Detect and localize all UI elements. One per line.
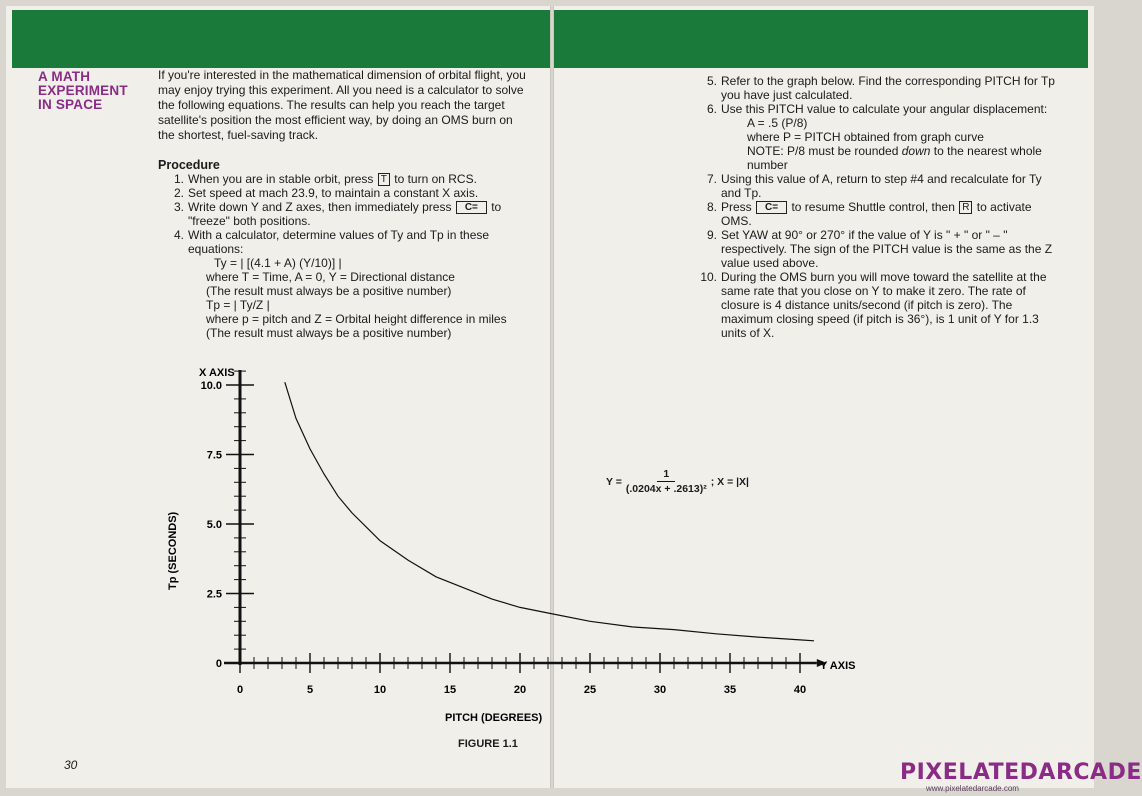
y-tick-label: 0 [215,658,222,670]
step-9: 9. Set YAW at 90° or 270° if the value of Y is " + " or " – " respectively. The sign of the PITCH value is the same as the Z value used above. [706,228,1053,270]
equation-angular: A = .5 (P/8) [747,116,808,130]
intro-paragraph: If you're interested in the mathematical dimension of orbital flight, you may enjoy trying this experiment. All you need is a calculator to solve the following equations. The results can help you reach the target satellite's position the most efficient way, by doing an OMS burn on the shortest, fuel-saving track. [158,68,526,142]
page-number: 30 [64,758,78,772]
step-3: 3. Write down Y and Z axes, then immediately press C= to "freeze" both positions. [173,200,502,228]
watermark-logo: PIXELATEDARCADE [900,760,1142,785]
x-axis [224,653,827,696]
step-1: 1. When you are in stable orbit, press T to turn on RCS. [173,172,477,186]
equation-tp: Tp = | Ty/Z | [206,298,270,312]
x-tick-label: 20 [513,684,527,696]
x-tick-label: 10 [373,684,387,696]
step-6: 6. Use this PITCH value to calculate your angular displacement: A = .5 (P/8) where P = PITCH obtained from graph curve NOTE: P/8 must be rounded down to the nearest whole number [721,102,1061,172]
figure-caption: FIGURE 1.1 [458,738,518,750]
key-t: T [378,173,390,186]
note: NOTE: P/8 must be rounded down to the nearest whole number [747,144,1042,172]
step-4: 4. With a calculator, determine values of Ty and Tp in these equations: Ty = | [(4.1 + A) (Y/10)] | where T = Time, A = 0, Y = Directional distance (The result must always be a positive number) Tp = | Ty/Z | where p = pitch and Z = Orbital height difference in miles (The result must always be a positive number) [188,228,528,340]
equation-ty: Ty = | [(4.1 + A) (Y/10)] | [214,256,342,270]
y-tick-label: 2.5 [206,588,222,601]
x-tick-label: 25 [583,684,597,696]
x-axis-top-label: X AXIS [199,367,235,379]
curve-line [285,382,814,641]
step-8: 8. Press C= to resume Shuttle control, then R to activate OMS. [706,200,1032,228]
key-r: R [959,201,972,214]
y-tick-label: 5.0 [206,519,222,531]
key-commodore: C= [756,201,787,214]
x-tick-label: 40 [793,684,807,696]
x-tick-label: 30 [653,684,667,696]
step-10: 10. During the OMS burn you will move toward the satellite at the same rate that you close on Y to make it zero. The rate of closure is 4 distance units/second (if pitch is zero). The maximum closing speed (if pitch is 36°), is 1 unit of Y for 1.3 units of X. [700,270,1047,340]
step-7: 7. Using this value of A, return to step #4 and recalculate for Ty and Tp. [706,172,1042,200]
y-axis [201,370,254,670]
y-axis-title: Tp (SECONDS) [167,511,179,590]
curve-formula: Y = $\frac{1}{\text{(.0204x + .2613)²}}$ ; X = |X| [606,468,749,495]
y-tick-label: 7.5 [206,449,222,462]
x-axis-title: PITCH (DEGREES) [445,712,543,724]
section-heading: A MATH EXPERIMENT IN SPACE [38,69,128,112]
formula-fraction: $\frac{1}{\text{(.0204x + .2613)²}}$ [625,468,707,495]
x-tick-label: 5 [306,684,314,696]
step-2: 2. Set speed at mach 23.9, to maintain a constant X axis. [173,186,479,200]
key-commodore: C= [456,201,487,214]
x-tick-label: 15 [443,684,457,696]
watermark-url: www.pixelatedarcade.com [926,784,1019,793]
x-tick-label: 35 [723,684,737,696]
x-tick-label: 0 [236,684,244,696]
y-axis-side-label: Y AXIS [820,660,856,672]
y-tick-label: 10.0 [200,380,222,392]
step-5: 5. Refer to the graph below. Find the corresponding PITCH for Tp you have just calculated. [706,74,1055,102]
procedure-heading: Procedure [158,158,220,172]
